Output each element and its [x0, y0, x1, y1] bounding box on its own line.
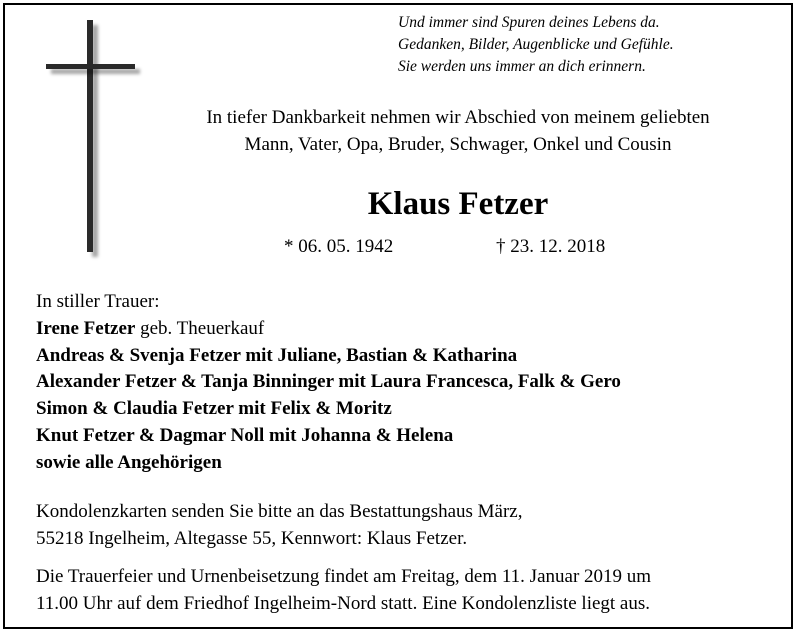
intro-line: Mann, Vater, Opa, Bruder, Schwager, Onkel und Cousin — [244, 134, 672, 155]
spouse-line — [36, 316, 621, 343]
deceased-name: Klaus Fetzer — [367, 186, 549, 222]
death-date: † 23. 12. 2018 — [496, 236, 606, 257]
ceremony-line: Die Trauerfeier und Urnenbeisetzung findet am Freitag, dem 11. Januar 2019 um — [36, 566, 652, 587]
mourners-list — [36, 289, 621, 477]
birth-date: * 06. 05. 1942 — [284, 236, 394, 257]
mourner-family: sowie alle Angehörigen — [36, 451, 222, 473]
poem-line: Und immer sind Spuren deines Lebens da. — [398, 14, 660, 31]
ceremony-line: 11.00 Uhr auf dem Friedhof Ingelheim-Nord statt. Eine Kondolenzliste liegt aus. — [36, 593, 651, 614]
condolence-line: Kondolenzkarten senden Sie bitte an das Bestattungshaus März, — [36, 501, 523, 522]
poem-line: Gedanken, Bilder, Augenblicke und Gefühle. — [398, 36, 674, 53]
mourners-heading: In stiller Trauer: — [36, 291, 160, 312]
intro-line: In tiefer Dankbarkeit nehmen wir Abschied von meinem geliebten — [206, 107, 710, 128]
poem — [398, 12, 674, 78]
mourner-family: Alexander Fetzer & Tanja Binninger mit Laura Francesca, Falk & Gero — [36, 371, 621, 393]
mourner-family: Andreas & Svenja Fetzer mit Juliane, Bastian & Katharina — [36, 344, 518, 366]
condolence-line: 55218 Ingelheim, Altegasse 55, Kennwort: Klaus Fetzer. — [36, 528, 468, 549]
cross-horizontal-beam — [46, 64, 135, 69]
mourner-family: Simon & Claudia Fetzer mit Felix & Moritz — [36, 398, 392, 420]
ceremony-info — [36, 563, 651, 617]
cross-vertical-beam — [87, 20, 93, 252]
intro-text — [160, 104, 756, 158]
poem-line: Sie werden uns immer an dich erinnern. — [398, 58, 646, 75]
mourner-family: Knut Fetzer & Dagmar Noll mit Johanna & Helena — [36, 424, 454, 446]
spouse-maiden-name: geb. Theuerkauf — [135, 317, 265, 339]
spouse-name: Irene Fetzer — [36, 317, 136, 339]
condolence-info — [36, 498, 523, 552]
